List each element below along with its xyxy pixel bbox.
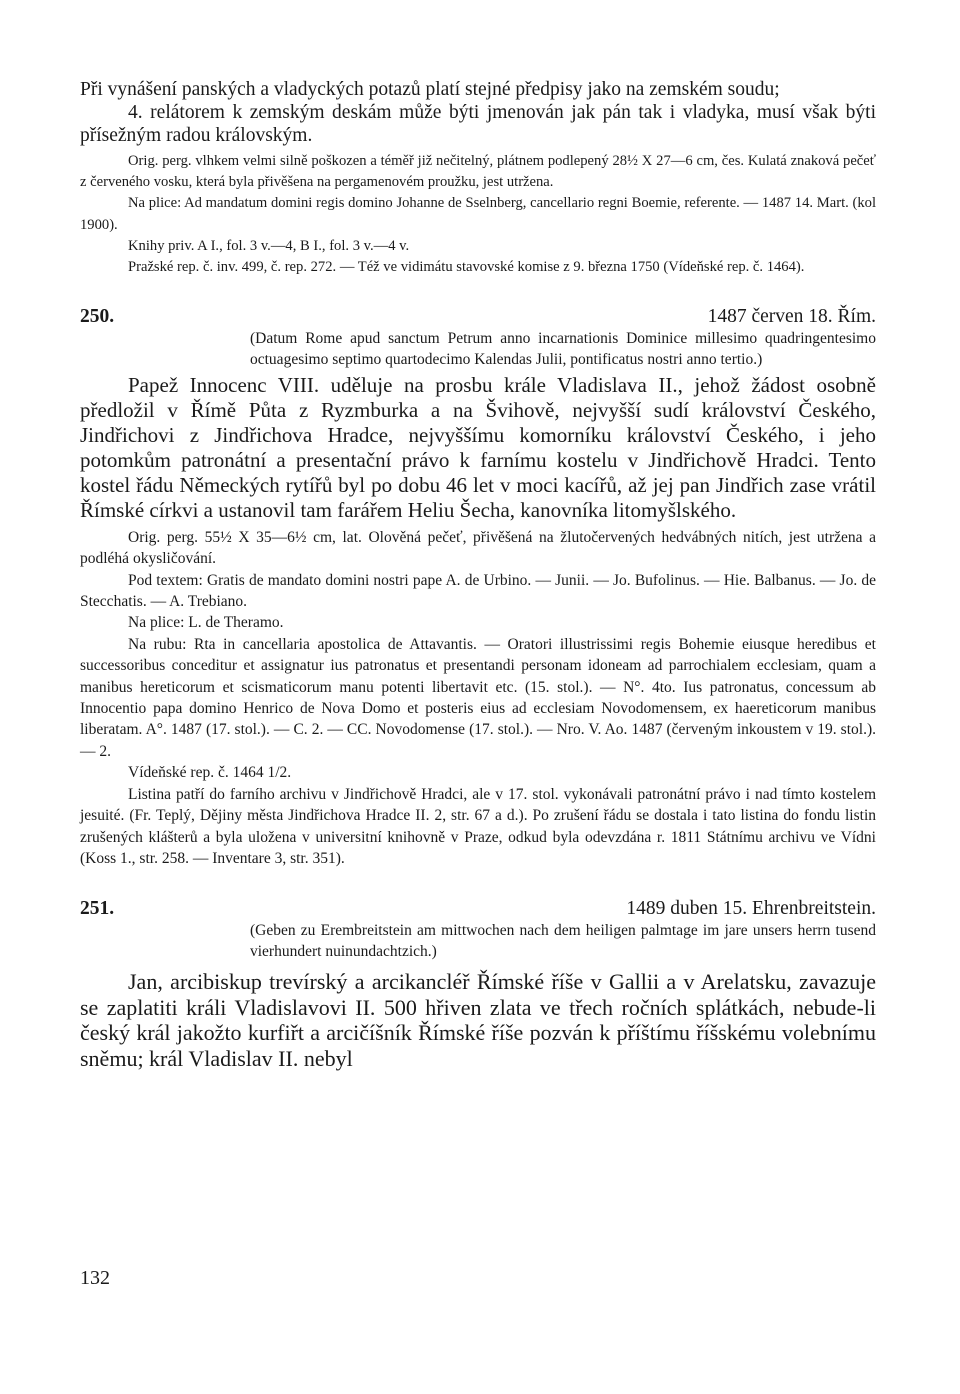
archival-note: Pod textem: Gratis de mandato domini nostri pape A. de Urbino. — Junii. — Jo. Bufolinus. — Hie. Balbanus. — Jo. de Stecchatis. — A. Trebiano. (80, 571, 876, 611)
entry-number: 251. (80, 898, 115, 920)
entry-heading (80, 305, 876, 329)
entry-summary: Papež Innocenc VIII. uděluje na prosbu krále Vladislava II., jehož žádost osobně předložil v Římě Půta z Ryzmburka a na Švihově, nejvyšší sudí království Českého, Jindřichovi z Jindřichova Hradce, nejvyššímu komorníku království Českého, i jeho potomkům patronátní a presentační právo k farnímu kostelu v Jindřichově Hradci. Tento kostel řádu Německých rytířů byl po dobu 46 let v moci kacířů, až jej pan Jindřich zase vrátil Římské církvi a ustanovil tam farářem Heliu Šecha, kanovníka litomyšlského. (80, 372, 876, 522)
body-paragraph: 4. relátorem k zemským deskám může býti jmenován jak pán tak i vladyka, musí však býti přísežným radou královským. (80, 102, 876, 146)
body-paragraph: Při vynášení panských a vladyckých potazů platí stejné předpisy jako na zemském soudu; (80, 79, 780, 100)
archival-note: Listina patří do farního archivu v Jindřichově Hradci, ale v 17. stol. vykonávali patronátní právo i nad tímto kostelem jesuité. (Fr. Teplý, Dějiny města Jindřichova Hradce II. 2, str. 67 a d.). Po zrušení řádu se dostala i tato listina do fondu listin zrušených klášterů a byla uložena v universitní knihovně v Praze, odkud byla odevzdána r. 1811 Státnímu archivu ve Vídni (Koss 1., str. 258. — Inventare 3, str. 351). (80, 785, 876, 867)
entry-dating: (Geben zu Erembreitstein am mittwochen nach dem heiligen palmtage im jare unsers herrn tusend vierhundert nuinundachtzich.) (250, 922, 876, 961)
archival-note: Orig. perg. 55½ X 35—6½ cm, lat. Olověná pečeť, přivěšená na žlutočervených hedvábných nitích, jest utržena a podléhá okysličování. (80, 528, 876, 568)
archival-note: Na plice: Ad mandatum domini regis domino Johanne de Sselnberg, cancellario regni Boemie, referente. — 1487 14. Mart. (kol 1900). (80, 195, 876, 233)
archival-note: Pražské rep. č. inv. 499, č. rep. 272. — Též ve vidimátu stavovské komise z 9. března 1750 (Vídeňské rep. č. 1464). (128, 259, 805, 276)
archival-note: Na plice: L. de Theramo. (128, 614, 284, 632)
document-page (80, 78, 876, 1071)
entry-251 (80, 897, 876, 1071)
previous-entry-continuation (80, 78, 876, 278)
entry-summary: Jan, arcibiskup trevírský a arcikancléř Římské říše v Gallii a v Arelatsku, zavazuje se zaplatiti králi Vladislavovi II. 500 hřiven zlata ve třech ročních splátkách, nebude-li český král jakožto kurfiřt a arcičíšník Římské říše pozván k příštímu říšskému volebnímu sněmu; král Vladislav II. nebyl (80, 968, 876, 1071)
entry-dating: (Datum Rome apud sanctum Petrum anno incarnationis Dominice millesimo quadringentesimo octuagesimo septimo quartodecimo Kalendas Julii, pontificatus nostri anno tertio.) (250, 330, 876, 369)
entry-date-place: 1489 duben 15. Ehrenbreitstein. (626, 898, 876, 920)
archival-note: Na rubu: Rta in cancellaria apostolica de Attavantis. — Oratori illustrissimi regis Bohemie eiusque heredibus et successoribus conceditur et assignatur ius patronatus et presentandi personam idoneam ad parrochialem ecclesiam, quam a manibus hereticorum et scismaticorum manu potenti libertavit etc. (15. stol.). — N°. 4to. Ius patronatus, concessum ab Innocentio papa domino Henrico de Nova Domo et posteris eius ad ecclesiam Novodomensem, ex haereticorum manibus liberatam. A°. 1487 (17. stol.). — C. 2. — CC. Novodomense (17. stol.). — Nro. V. Ao. 1487 (červeným inkoustem v 19. stol.). — 2. (80, 635, 876, 760)
entry-number: 250. (80, 306, 115, 328)
archival-note: Knihy priv. A I., fol. 3 v.—4, B I., fol. 3 v.—4 v. (128, 237, 410, 254)
entry-250 (80, 305, 876, 869)
archival-note: Vídeňské rep. č. 1464 1/2. (128, 764, 292, 782)
entry-date-place: 1487 červen 18. Řím. (707, 306, 876, 328)
archival-note: Orig. perg. vlhkem velmi silně poškozen a téměř již nečitelný, plátnem podlepený 28½ X 27—6 cm, čes. Kulatá znaková pečeť z červeného vosku, která byla přivěšena na pergamenovém proužku, jest utržena. (80, 153, 876, 191)
page-number: 132 (80, 1267, 110, 1289)
entry-heading (80, 897, 876, 921)
